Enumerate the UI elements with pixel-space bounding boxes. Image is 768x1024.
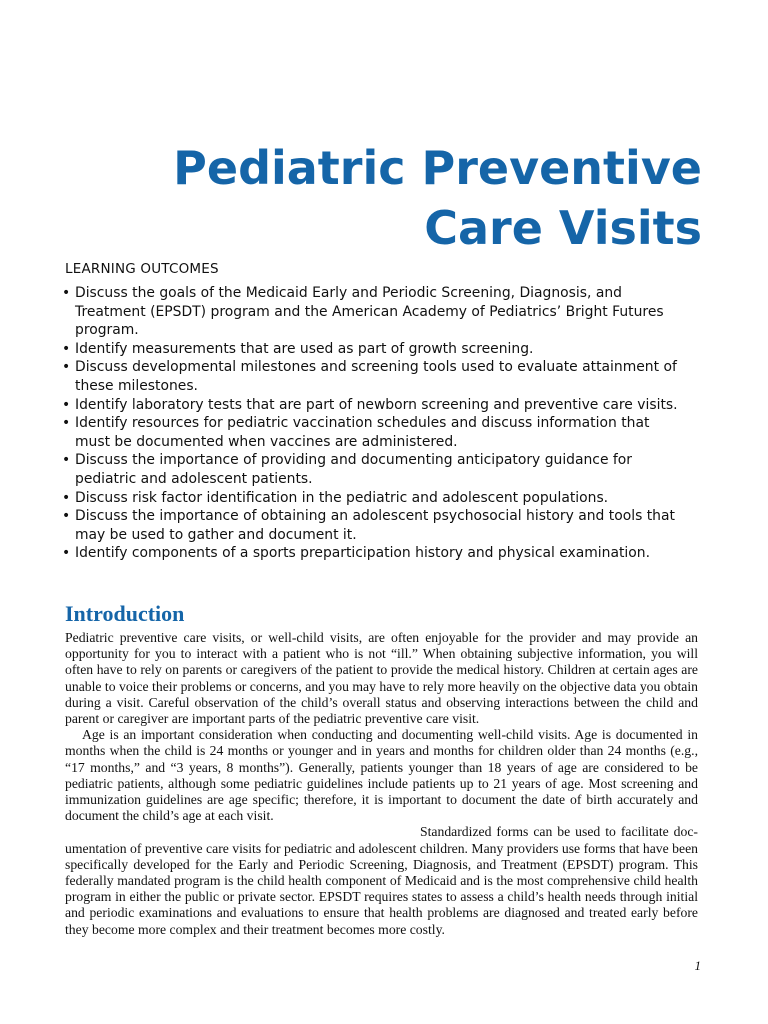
body-paragraph: Pediatric preventive care visits, or well-child visits, are often enjoyable for the provider and may provide an opportunity for you to interact with a patient who is not “ill.” When obtaining subjective information, you will often have to rely on parents or caregivers of the patient to provide the medical history. Children at certain ages are unable to voice their problems or concerns, and you may have to rely more heavily on the objective data you obtain during a visit. Careful observation of the child’s overall status and observing interactions between the child and parent or caregiver are important parts of the pediatric preventive care visit. — [65, 630, 698, 727]
outcome-item: • Discuss developmental milestones and screening tools used to evaluate attainment of these milestones. — [62, 358, 682, 395]
outcome-item: • Identify resources for pediatric vaccination schedules and discuss information that must be documented when vaccines are administered. — [62, 414, 682, 451]
outcome-item: • Discuss risk factor identification in the pediatric and adolescent populations. — [62, 489, 682, 508]
title-line-1: Pediatric Preventive — [173, 141, 702, 195]
title-line-2: Care Visits — [424, 201, 702, 255]
outcome-item: • Identify laboratory tests that are part of newborn screening and preventive care visits. — [62, 396, 682, 415]
outcome-item: • Discuss the goals of the Medicaid Early and Periodic Screening, Diagnosis, and Treatment (EPSDT) program and the American Academy of Pediatrics’ Bright Futures program. — [62, 284, 682, 340]
body-paragraph: Age is an important consideration when conducting and documenting well-child visits. Age is documented in months when the child is 24 months or younger and in years and months for children older than 24 months (e.g., “17 months,” and “3 years, 8 months”). Generally, patients younger than 18 years of age are considered to be pediatric patients, although some pediatric guidelines include patients up to 21 years of age. Most screening and immunization guidelines are age specific; therefore, it is important to document the date of birth accurately and document the child’s age at each visit. — [65, 727, 698, 824]
page-title — [173, 138, 702, 258]
outcome-item: • Discuss the importance of providing and documenting anticipatory guidance for pediatric and adolescent patients. — [62, 451, 682, 488]
body-paragraph: Standardized forms can be used to facilitate doc-umentation of preventive care visits for pediatric and adolescent children. Many providers use forms that have been specifically developed for the Early and Periodic Screening, Diagnosis, and Treatment (EPSDT) program. This federally mandated program is the child health component of Medicaid and is the most comprehensive child health program in either the public or private sector. EPSDT requires states to assess a child’s health needs through initial and periodic examinations and evaluations to ensure that health problems are diagnosed and treated early before they become more complex and their treatment becomes more costly. — [65, 824, 698, 937]
introduction-body — [65, 630, 698, 938]
outcome-item: • Identify measurements that are used as part of growth screening. — [62, 340, 682, 359]
learning-outcomes-list — [62, 284, 682, 563]
outcome-item: • Discuss the importance of obtaining an adolescent psychosocial history and tools that may be used to gather and document it. — [62, 507, 682, 544]
page-number: 1 — [694, 958, 701, 973]
learning-outcomes-heading: LEARNING OUTCOMES — [65, 261, 219, 277]
outcome-item: • Identify components of a sports preparticipation history and physical examination. — [62, 544, 682, 563]
section-heading-introduction: Introduction — [65, 601, 185, 626]
